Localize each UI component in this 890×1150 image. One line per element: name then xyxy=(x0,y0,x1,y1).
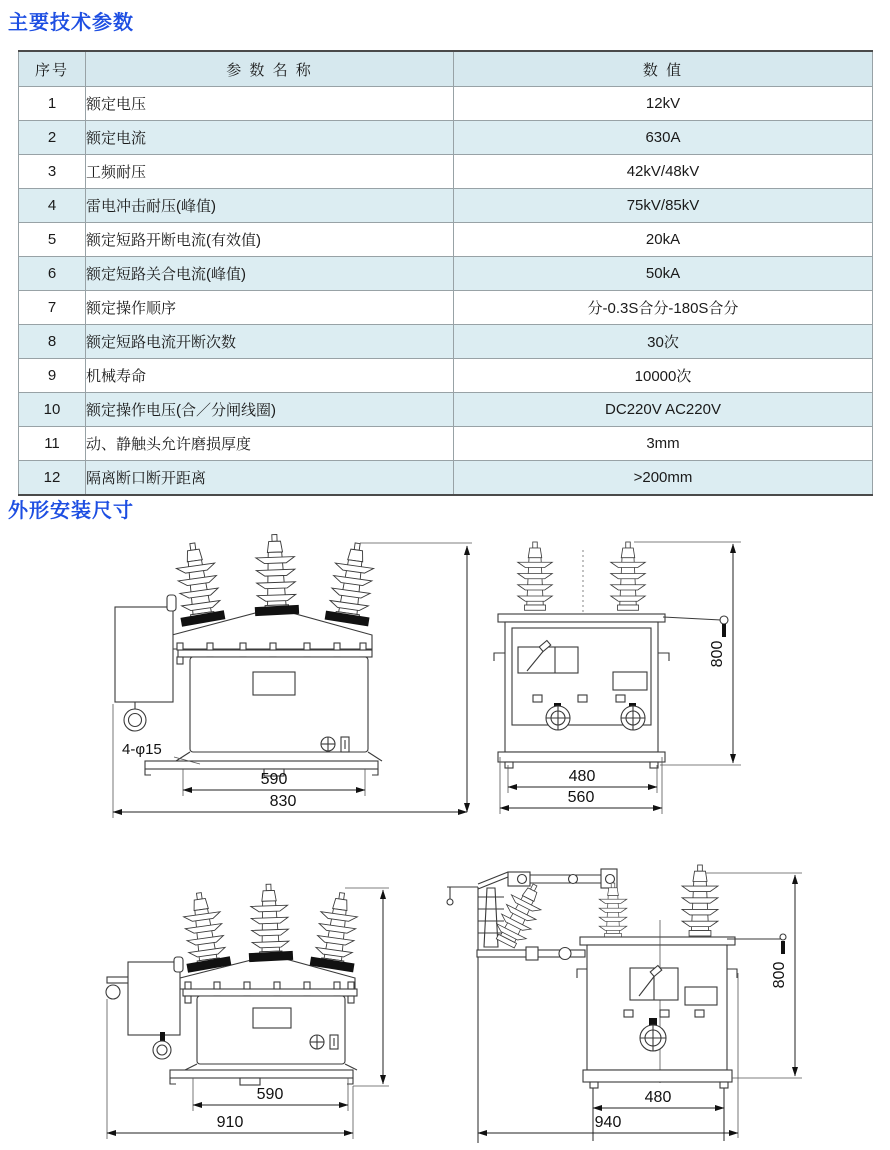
hook-eye-icon xyxy=(106,985,120,999)
table-row xyxy=(19,393,873,427)
param-value: 10000次 xyxy=(454,359,873,393)
top-plate xyxy=(498,614,665,622)
param-value: 3mm xyxy=(454,427,873,461)
param-value: DC220V AC220V xyxy=(454,393,873,427)
front-view-drawing xyxy=(88,532,483,832)
param-name: 隔离断口断开距离 xyxy=(86,461,454,496)
dim-inner-width xyxy=(593,1089,724,1108)
dim-label: 830 xyxy=(269,793,297,810)
tilted-insulator-icon xyxy=(490,877,549,950)
param-name: 工频耐压 xyxy=(86,155,454,189)
dim-label: 800 xyxy=(709,640,726,668)
param-name: 动、静触头允许磨损厚度 xyxy=(86,427,454,461)
col-header-index: 序号 xyxy=(19,51,86,87)
dim-outer-width xyxy=(478,1114,738,1133)
param-name: 雷电冲击耐压(峰值) xyxy=(86,189,454,223)
front-view-open-drawing xyxy=(85,858,485,1150)
table-row xyxy=(19,189,873,223)
lifting-arm xyxy=(663,616,728,637)
nameplate xyxy=(253,672,295,695)
dim-label: 560 xyxy=(567,789,595,806)
row-index: 7 xyxy=(19,291,86,325)
param-value: 分-0.3S合分-180S合分 xyxy=(454,291,873,325)
side-view-open-drawing xyxy=(440,855,890,1150)
param-value: 42kV/48kV xyxy=(454,155,873,189)
row-index: 10 xyxy=(19,393,86,427)
col-header-value: 数 值 xyxy=(454,51,873,87)
dim-label: 590 xyxy=(260,771,288,788)
row-index: 8 xyxy=(19,325,86,359)
nameplate xyxy=(613,672,647,690)
parameters-table xyxy=(18,50,873,496)
table-row xyxy=(19,223,873,257)
param-name: 额定短路电流开断次数 xyxy=(86,325,454,359)
param-value: 75kV/85kV xyxy=(454,189,873,223)
mounting-base xyxy=(170,1064,357,1085)
table-row xyxy=(19,359,873,393)
param-name: 额定短路关合电流(峰值) xyxy=(86,257,454,291)
mounting-base xyxy=(498,752,665,768)
operation-panel xyxy=(630,965,678,1000)
dim-label: 590 xyxy=(256,1086,284,1103)
row-index: 3 xyxy=(19,155,86,189)
table-row xyxy=(19,291,873,325)
section-title-dimensions: 外形安装尺寸 xyxy=(8,500,134,522)
tank-body xyxy=(587,945,727,1070)
dim-outer-width xyxy=(500,757,662,814)
dim-label: 910 xyxy=(216,1114,244,1131)
dim-label: 940 xyxy=(594,1114,622,1131)
table-header-row xyxy=(19,51,873,87)
control-box xyxy=(115,595,176,731)
param-name: 额定操作电压(合／分闸线圈) xyxy=(86,393,454,427)
dim-label: 480 xyxy=(568,768,596,785)
table-row xyxy=(19,155,873,189)
param-name: 额定电压 xyxy=(86,87,454,121)
dim-label: 800 xyxy=(771,961,788,989)
lifting-arm xyxy=(727,934,786,954)
param-name: 额定短路开断电流(有效值) xyxy=(86,223,454,257)
tank-body xyxy=(197,996,345,1064)
param-value: >200mm xyxy=(454,461,873,496)
row-index: 12 xyxy=(19,461,86,496)
nameplate xyxy=(685,987,717,1005)
table-row xyxy=(19,121,873,155)
table-row xyxy=(19,87,873,121)
dim-inner-width xyxy=(183,769,365,796)
dim-label: 480 xyxy=(644,1089,672,1106)
table-row xyxy=(19,257,873,291)
cross-pipe xyxy=(477,947,585,960)
section-title-parameters: 主要技术参数 xyxy=(8,12,134,34)
top-plate xyxy=(580,937,735,945)
table-row xyxy=(19,325,873,359)
dim-inner-width xyxy=(193,1078,348,1111)
param-value: 30次 xyxy=(454,325,873,359)
nameplate xyxy=(253,1008,291,1028)
table-row xyxy=(19,427,873,461)
row-index: 2 xyxy=(19,121,86,155)
param-value: 20kA xyxy=(454,223,873,257)
height-reference-line xyxy=(360,543,472,812)
param-name: 额定操作顺序 xyxy=(86,291,454,325)
dimension-drawings xyxy=(0,525,890,1150)
param-value: 50kA xyxy=(454,257,873,291)
param-value: 630A xyxy=(454,121,873,155)
row-index: 1 xyxy=(19,87,86,121)
control-box xyxy=(106,957,183,1059)
side-view-drawing xyxy=(460,525,760,825)
insulator-icon xyxy=(518,542,646,610)
col-header-name: 参 数 名 称 xyxy=(86,51,454,87)
param-value: 12kV xyxy=(454,87,873,121)
row-index: 5 xyxy=(19,223,86,257)
param-name: 机械寿命 xyxy=(86,359,454,393)
param-name: 额定电流 xyxy=(86,121,454,155)
row-index: 11 xyxy=(19,427,86,461)
row-index: 4 xyxy=(19,189,86,223)
table-row xyxy=(19,461,873,496)
row-index: 6 xyxy=(19,257,86,291)
hole-label: 4-φ15 xyxy=(122,741,162,758)
row-index: 9 xyxy=(19,359,86,393)
